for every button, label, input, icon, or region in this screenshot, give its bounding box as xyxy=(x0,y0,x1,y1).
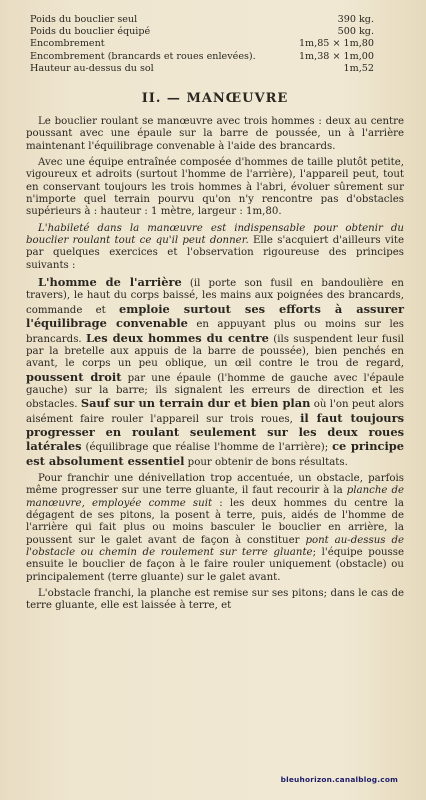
spec-value: 390 kg. xyxy=(337,14,374,25)
body-text: Elle s'acquiert d'ailleurs vite par quelques exercices et l'observation rigoureuse des principes suivants : xyxy=(26,235,404,271)
body-text: (il porte son fusil en bandoulière en travers), le haut du corps baissé, les mains aux poignées des brancards, commande et xyxy=(26,278,404,316)
body-text: ; l'équipe pousse ensuite le bouclier de façon à le faire rouler uniquement (obstacle) ou principalement (terre gluante) sur le galet avant. xyxy=(26,547,405,583)
bold-emphasis: poussent droit xyxy=(26,369,122,384)
paragraph-3 xyxy=(26,223,404,272)
spec-value: 1m,52 xyxy=(343,62,374,74)
bold-heading: L'homme de l'arrière xyxy=(38,275,182,290)
spec-label: Encombrement (brancards et roues enlevées). xyxy=(30,50,256,62)
body-text: (ils suspendent leur fusil par la bretelle aux appuis de la barre de poussée), bien penchés en avant, le corps un peu oblique, un œil contre le trou de regard, xyxy=(26,333,404,370)
paragraph-1: Le bouclier roulant se manœuvre avec trois hommes : deux au centre poussant avec une épaule sur la barre de poussée, un à l'arrière maintenant l'équilibrage convenable à l'aide des brancards. xyxy=(26,116,404,152)
specs-table xyxy=(30,14,404,75)
body-text: où l'on peut alors aisément faire rouler l'appareil sur trois roues, xyxy=(26,399,405,425)
watermark: bleuhorizon.canalblog.com xyxy=(280,775,398,784)
spec-row xyxy=(30,51,404,63)
spec-label: Poids du bouclier équipé xyxy=(30,26,151,38)
paragraph-4 xyxy=(26,276,404,469)
paragraph-5 xyxy=(26,473,404,584)
spec-row xyxy=(30,38,404,50)
bold-emphasis: Sauf sur un terrain dur et bien plan xyxy=(80,396,311,411)
spec-row xyxy=(30,14,404,26)
spec-label: Hauteur au-dessus du sol xyxy=(30,62,154,74)
spec-value: 1m,85 × 1m,80 xyxy=(298,38,374,50)
body-text: par une épaule (l'homme de gauche avec l'épaule gauche) sur la barre; ils signalent les erreurs de direction et les obstacles. xyxy=(26,372,405,411)
body-text: (équilibrage que réalise l'homme de l'arrière); xyxy=(81,442,333,454)
spec-value: 1m,38 × 1m,00 xyxy=(298,50,374,62)
spec-label: Encombrement xyxy=(30,38,105,50)
paragraph-2: Avec une équipe entraînée composée d'hommes de taille plutôt petite, vigoureux et adroits (surtout l'homme de l'arrière), l'appareil peut, tout en conservant toujours les trois hommes à l'abri, évoluer sûrement sur n'importe quel terrain pourvu qu'on n'y rencontre pas d'obstacles supérieurs à : hauteur : 1 mètre, largeur : 1m,80. xyxy=(26,157,404,218)
body-text: : les deux hommes du centre la dégagent de ses pitons, la posent à terre, puis, aidés de l'homme de l'arrière qui fait plus ou moins basculer le bouclier en arrière, la poussent sur le galet avant de façon à constituer xyxy=(26,497,404,546)
body-text: Pour franchir une dénivellation trop accentuée, un obstacle, parfois même progresser sur une terre gluante, il faut recourir à la xyxy=(26,472,404,497)
body-text: pour obtenir de bons résultats. xyxy=(184,456,348,468)
spec-row xyxy=(30,26,404,38)
bold-emphasis: emploie surtout ses efforts à assurer l'équilibrage convenable xyxy=(26,301,404,331)
emphasis-text: L'habileté dans la manœuvre est indispensable pour obtenir du bouclier roulant tout ce qu'il peut donner. xyxy=(26,222,404,247)
bold-emphasis: ce principe est absolument essentiel xyxy=(26,439,404,468)
section-title: II. — MANŒUVRE xyxy=(141,91,289,107)
bold-heading: Les deux hommes du centre xyxy=(85,330,269,345)
body-text: en appuyant plus ou moins sur les brancards. xyxy=(26,319,404,345)
spec-row xyxy=(30,63,404,75)
bold-emphasis: il faut toujours progresser en roulant seulement sur les deux roues latérales xyxy=(26,410,404,454)
emphasis-text: pont au-dessus de l'obstacle ou chemin de roulement sur terre gluante xyxy=(26,534,404,559)
paragraph-6: L'obstacle franchi, la planche est remise sur ses pitons; dans le cas de terre gluante, elle est laissée à terre, et xyxy=(26,588,404,612)
spec-label: Poids du bouclier seul xyxy=(30,14,138,25)
spec-value: 500 kg. xyxy=(337,26,374,38)
emphasis-text: planche de manœuvre, employée comme suit xyxy=(26,485,405,509)
